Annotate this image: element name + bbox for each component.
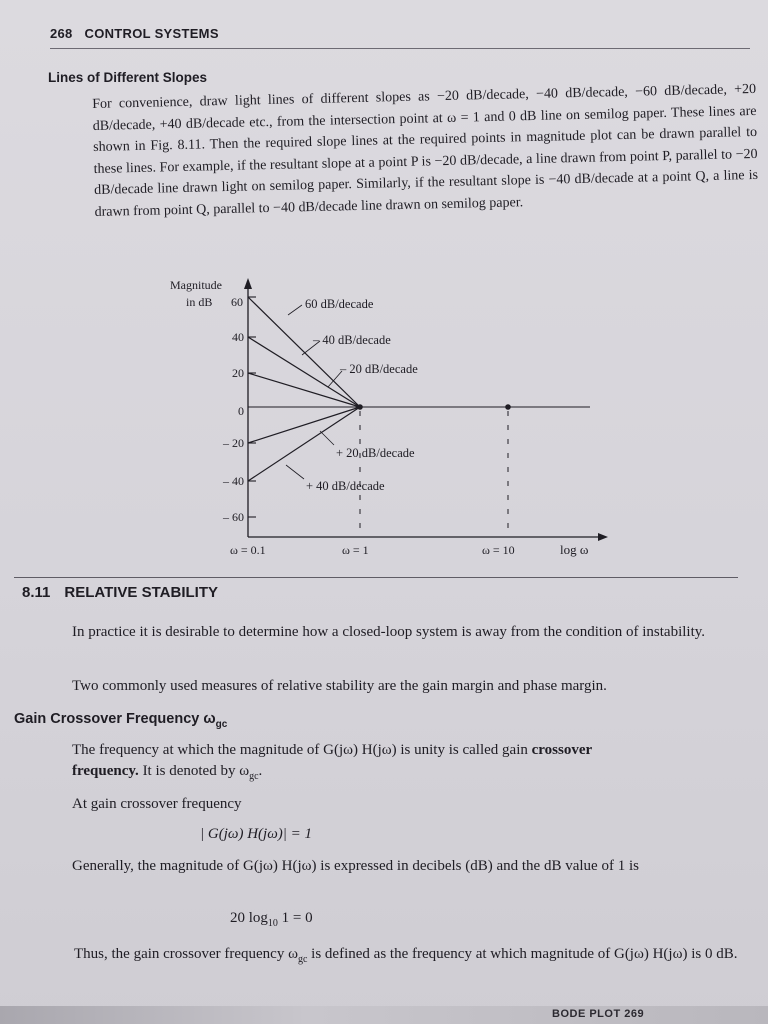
eq2-sub: 10: [267, 918, 278, 929]
y-tick-minus20: – 20: [223, 436, 244, 450]
section-number: 8.11: [22, 584, 51, 601]
def-sub: gc: [249, 771, 259, 782]
slopes-figure: [170, 275, 620, 565]
lines-heading: Lines of Different Slopes: [48, 70, 208, 85]
y-axis-arrow: [244, 278, 252, 289]
footer-text: BODE PLOT 269: [552, 1008, 645, 1020]
x-tick-10: ω = 10: [482, 543, 515, 557]
eq2-a: 20 log: [230, 910, 268, 926]
y-label-magnitude: Magnitude: [170, 278, 222, 292]
y-tick-40: 40: [232, 330, 244, 344]
equation-log: [230, 910, 313, 929]
gain-crossover-heading-sub: gc: [215, 718, 228, 730]
thus-b: is defined as the frequency at which magnitude of G(jω) H(jω) is 0 dB.: [307, 946, 738, 962]
section-divider: [14, 577, 738, 578]
label-minus40: – 40 dB/decade: [313, 333, 391, 347]
thus-text: [74, 944, 740, 970]
at-gain-crossover: At gain crossover frequency: [72, 796, 242, 812]
def-bold-crossover: crossover: [531, 742, 593, 758]
running-title: CONTROL SYSTEMS: [84, 26, 219, 41]
leader-lines: [286, 305, 342, 479]
slope-line-plus20: [248, 407, 360, 443]
x-tick-1: ω = 1: [342, 543, 369, 557]
slope-line-plus40: [248, 407, 360, 481]
page-number: 268: [50, 26, 73, 41]
lines-paragraph: For convenience, draw light lines of different slopes as −20 dB/decade, −40 dB/decade, −60 dB/decade, +20 dB/decade, +40 dB/decade etc., from the intersection point at ω = 1 and 0 dB line on semilog paper. These lines are shown in Fig. 8.11. Then the required slope lines at the required points in magnitude plot can be drawn parallel to these lines. For example, if the resultant slope at a point P is −20 dB/decade, a line drawn from point P, parallel to −20 dB/decade line drawn light on semilog paper. Similarly, if the resultant slope is −40 dB/decade at a point Q, a line is drawn from point Q, parallel to −40 dB/decade line drawn on semilog paper.: [92, 81, 759, 220]
y-tick-minus40: – 40: [223, 474, 244, 488]
y-tick-minus60: – 60: [223, 510, 244, 524]
gain-crossover-heading-text: Gain Crossover Frequency ω: [14, 711, 216, 727]
y-tick-0: 0: [238, 404, 244, 418]
point-omega-10: [505, 404, 511, 410]
eq2-b: 1 = 0: [277, 910, 313, 926]
y-tick-60: 60: [231, 295, 243, 309]
label-plus40: + 40 dB/decade: [306, 479, 385, 493]
def-text-b: It is denoted by ω: [138, 763, 250, 779]
gain-crossover-heading: [14, 711, 227, 730]
def-bold-frequency: frequency.: [72, 763, 139, 779]
label-minus20: – 20 dB/decade: [340, 362, 418, 376]
def-text-a: The frequency at which the magnitude of G(jω) H(jω) is unity is called gain: [72, 742, 532, 758]
def-end: .: [258, 763, 263, 779]
y-label-db: in dB: [186, 295, 213, 309]
relative-stability-para2: Two commonly used measures of relative stability are the gain margin and phase margin.: [72, 678, 607, 694]
section-title: [22, 584, 218, 601]
label-minus60: 60 dB/decade: [305, 297, 374, 311]
equation-unity: | G(jω) H(jω)| = 1: [200, 826, 313, 842]
x-axis-label: log ω: [560, 542, 589, 557]
x-tick-0-1: ω = 0.1: [230, 543, 266, 557]
gain-crossover-definition: [72, 740, 738, 787]
page-footer: [0, 1006, 768, 1024]
relative-stability-para1: In practice it is desirable to determine how a closed-loop system is away from the condition of instability.: [72, 624, 706, 640]
point-omega-1: [357, 404, 363, 410]
y-tick-20: 20: [232, 366, 244, 380]
general-text: Generally, the magnitude of G(jω) H(jω) is expressed in decibels (dB) and the dB value of 1 is: [72, 858, 639, 874]
section-name: RELATIVE STABILITY: [64, 584, 218, 601]
thus-sub: gc: [297, 954, 308, 965]
page-header: [50, 26, 750, 49]
label-plus20: + 20 dB/decade: [336, 446, 415, 460]
thus-a: Thus, the gain crossover frequency ω: [74, 946, 298, 962]
x-axis-arrow: [598, 533, 608, 541]
